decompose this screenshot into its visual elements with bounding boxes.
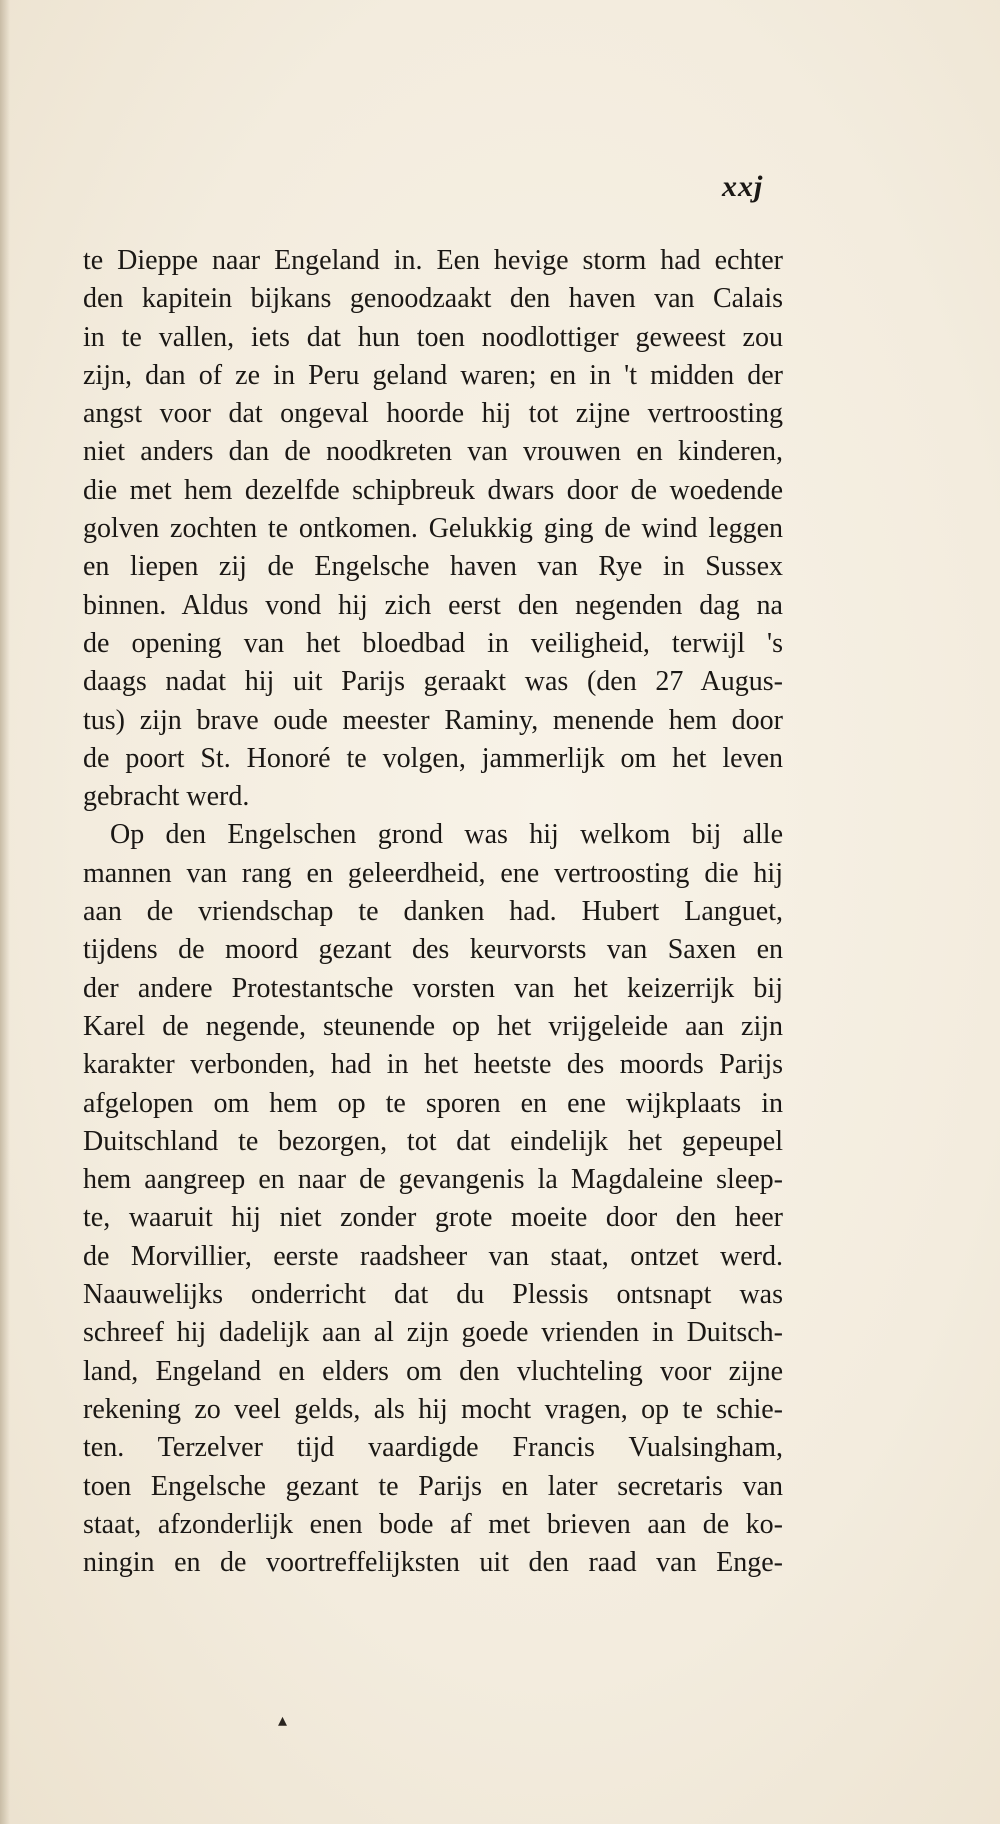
- text-line: rekening zo veel gelds, als hij mocht vragen, op te schie-: [83, 1393, 783, 1425]
- text-line: de Morvillier, eerste raadsheer van staat, ontzet werd.: [83, 1240, 783, 1272]
- text-line: en liepen zij de Engelsche haven van Rye in Sussex: [83, 551, 783, 583]
- text-line: angst voor dat ongeval hoorde hij tot zijne vertroosting: [83, 398, 783, 430]
- text-line: gebracht werd.: [83, 781, 250, 813]
- text-line: ningin en de voortreffelijksten uit den raad van Enge-: [83, 1547, 783, 1579]
- page-edge-shadow: [0, 0, 10, 1824]
- text-line: der andere Protestantsche vorsten van het keizerrijk bij: [83, 972, 783, 1004]
- text-line: golven zochten te ontkomen. Gelukkig ging de wind leggen: [83, 513, 783, 545]
- text-line: toen Engelsche gezant te Parijs en later secretaris van: [83, 1470, 783, 1502]
- text-line: tus) zijn brave oude meester Raminy, menende hem door: [83, 704, 783, 736]
- text-line: schreef hij dadelijk aan al zijn goede vrienden in Duitsch-: [83, 1317, 783, 1349]
- text-line: zijn, dan of ze in Peru geland waren; en in 't midden der: [83, 359, 783, 391]
- text-line: aan de vriendschap te danken had. Hubert Languet,: [83, 896, 783, 928]
- text-line: te, waaruit hij niet zonder grote moeite door den heer: [83, 1202, 783, 1234]
- text-line: Op den Engelschen grond was hij welkom bij alle: [110, 819, 783, 851]
- body-text: [83, 242, 783, 1582]
- text-line: Karel de negende, steunende op het vrijgeleide aan zijn: [83, 1010, 783, 1042]
- ink-blot: ▴: [278, 1710, 288, 1731]
- text-line: staat, afzonderlijk enen bode af met brieven aan de ko-: [83, 1508, 783, 1540]
- text-line: ten. Terzelver tijd vaardigde Francis Vualsingham,: [83, 1432, 783, 1464]
- text-line: tijdens de moord gezant des keurvorsts van Saxen en: [83, 934, 783, 966]
- text-line: Naauwelijks onderricht dat du Plessis ontsnapt was: [83, 1279, 783, 1311]
- text-line: niet anders dan de noodkreten van vrouwen en kinderen,: [83, 436, 783, 468]
- text-line: den kapitein bijkans genoodzaakt den haven van Calais: [83, 283, 783, 315]
- text-line: land, Engeland en elders om den vluchteling voor zijne: [83, 1355, 783, 1387]
- text-line: in te vallen, iets dat hun toen noodlottiger geweest zou: [83, 321, 783, 353]
- text-line: afgelopen om hem op te sporen en ene wijkplaats in: [83, 1087, 783, 1119]
- text-line: binnen. Aldus vond hij zich eerst den negenden dag na: [83, 589, 783, 621]
- page-number: xxj: [722, 170, 764, 203]
- text-line: daags nadat hij uit Parijs geraakt was (den 27 Augus-: [83, 666, 783, 698]
- text-line: Duitschland te bezorgen, tot dat eindelijk het gepeupel: [83, 1125, 783, 1157]
- text-line: de opening van het bloedbad in veiligheid, terwijl 's: [83, 627, 783, 659]
- text-line: mannen van rang en geleerdheid, ene vertroosting die hij: [83, 857, 783, 889]
- text-line: te Dieppe naar Engeland in. Een hevige storm had echter: [83, 245, 783, 276]
- text-line: de poort St. Honoré te volgen, jammerlijk om het leven: [83, 742, 783, 774]
- text-line: hem aangreep en naar de gevangenis la Magdaleine sleep-: [83, 1164, 783, 1196]
- text-line: karakter verbonden, had in het heetste des moords Parijs: [83, 1049, 783, 1081]
- text-line: die met hem dezelfde schipbreuk dwars door de woedende: [83, 474, 783, 506]
